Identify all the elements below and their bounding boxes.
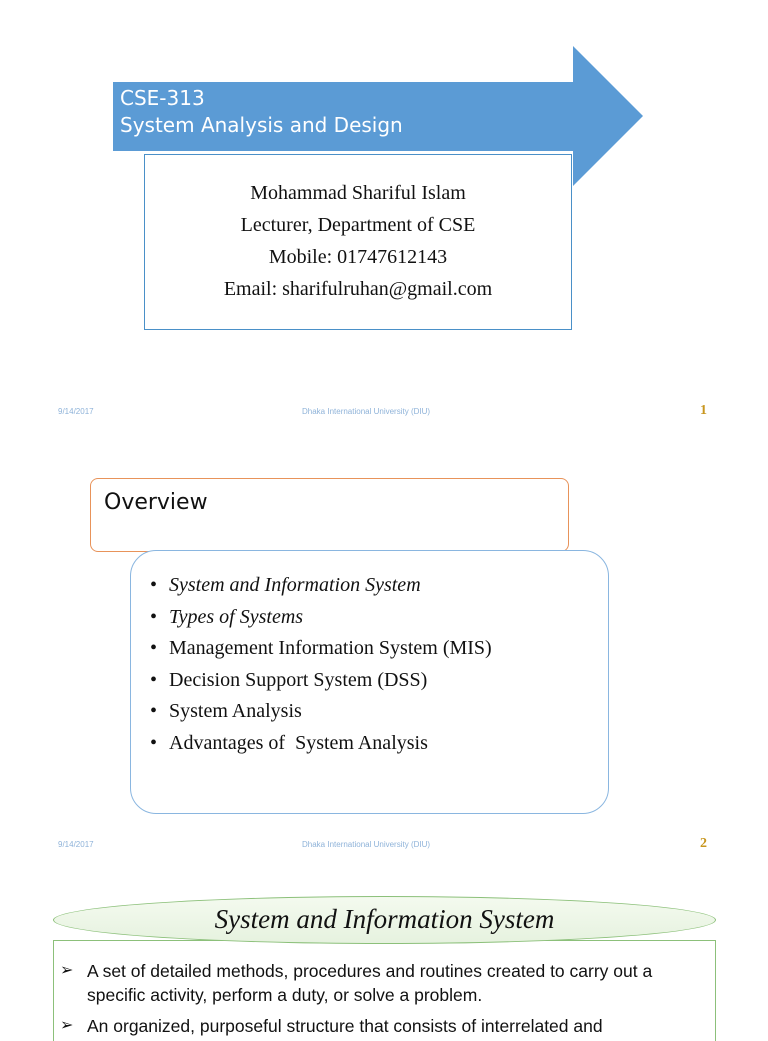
list-item bbox=[150, 602, 492, 634]
instructor-email: Email: sharifulruhan@gmail.com bbox=[223, 278, 493, 300]
paragraph-text: An organized, purposeful structure that consists of interrelated and bbox=[87, 1016, 603, 1036]
overview-title: Overview bbox=[104, 490, 208, 515]
paragraph bbox=[60, 1014, 710, 1038]
overview-bullet-list bbox=[150, 570, 492, 760]
bullet-dot: • bbox=[150, 574, 158, 596]
instructor-designation: Lecturer, Department of CSE bbox=[240, 214, 476, 236]
list-item bbox=[150, 696, 492, 728]
bullet-dot: • bbox=[150, 637, 158, 660]
bullet-dot: • bbox=[150, 731, 158, 754]
instructor-info bbox=[144, 177, 572, 305]
list-item-text: Types of Systems bbox=[169, 605, 304, 628]
footer-institution: Dhaka International University (DIU) bbox=[302, 407, 431, 416]
paragraph bbox=[60, 959, 710, 1007]
bullet-dot: • bbox=[150, 605, 158, 628]
list-item bbox=[150, 570, 492, 602]
bullet-dot: • bbox=[150, 700, 158, 723]
bullet-dot: • bbox=[150, 668, 158, 691]
course-title: System Analysis and Design bbox=[120, 113, 403, 137]
footer-date: 9/14/2017 bbox=[58, 840, 94, 849]
list-item-text: System and Information System bbox=[169, 574, 421, 596]
footer-date: 9/14/2017 bbox=[58, 407, 94, 416]
arrow-bullet-icon: ➢ bbox=[60, 1017, 74, 1034]
list-item-text: Advantages of System Analysis bbox=[169, 731, 428, 754]
list-item bbox=[150, 665, 492, 697]
course-code: CSE-313 bbox=[120, 86, 205, 110]
paragraph-text: A set of detailed methods, procedures and routines created to carry out a specific activity, perform a duty, or solve a problem. bbox=[87, 961, 653, 1005]
list-item bbox=[150, 728, 492, 760]
list-item-text: Management Information System (MIS) bbox=[169, 637, 492, 660]
slide-title: System and Information System bbox=[214, 904, 555, 934]
instructor-name: Mohammad Shariful Islam bbox=[250, 182, 466, 204]
arrow-bullet-icon: ➢ bbox=[60, 962, 74, 979]
list-item-text: System Analysis bbox=[169, 700, 302, 723]
footer-institution: Dhaka International University (DIU) bbox=[302, 840, 431, 849]
list-item-text: Decision Support System (DSS) bbox=[169, 668, 428, 691]
list-item bbox=[150, 633, 492, 665]
page-number: 1 bbox=[700, 403, 707, 418]
page-number: 2 bbox=[700, 836, 707, 851]
instructor-mobile: Mobile: 01747612143 bbox=[268, 246, 448, 268]
